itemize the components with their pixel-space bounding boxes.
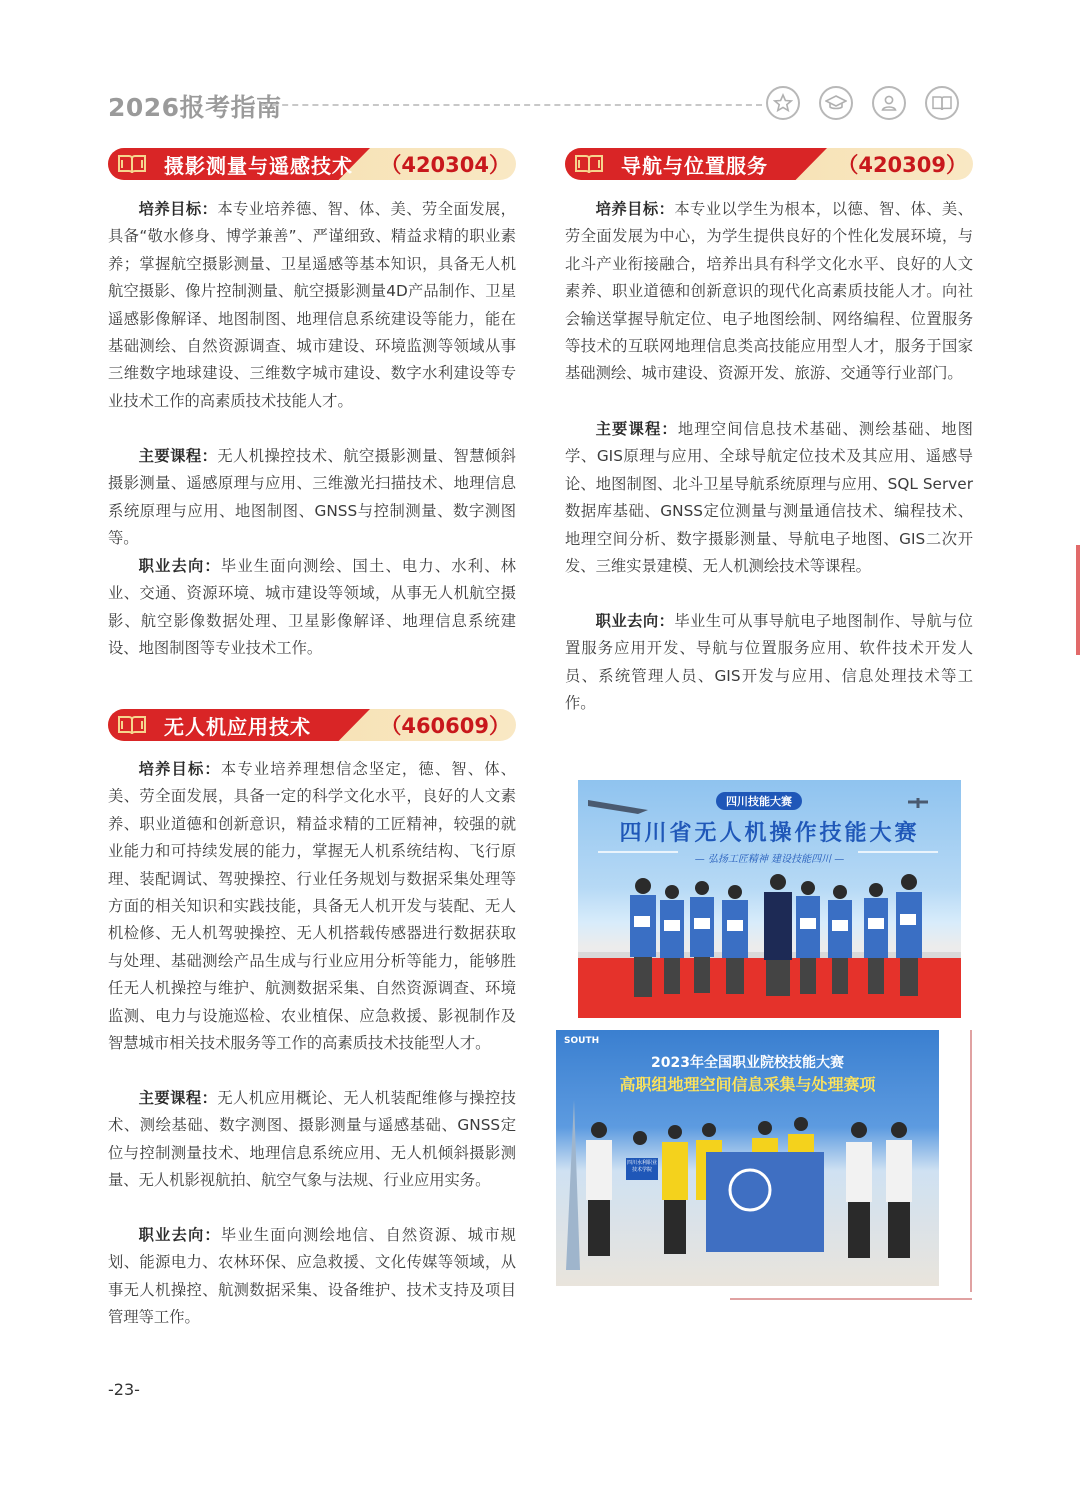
group-with-flag (556, 1030, 939, 1286)
sponsor-brand: SOUTH (564, 1036, 600, 1046)
courses-paragraph (108, 1085, 516, 1195)
guide-title: 2026报考指南 (108, 93, 282, 122)
course-label: 主要课程： (138, 447, 218, 465)
major-code: （420309） (837, 153, 967, 177)
career-paragraph (108, 553, 516, 663)
course-text: 无人机应用概论、无人机装配维修与操控技术、测绘基础、数字测图、摄影测量与遥感基础、GNSS定位与控制测量技术、地理信息系统应用、无人机倾斜摄影测量、无人机影视航拍、航空气象与法规、行业应用实务。 (108, 1089, 516, 1190)
career-text: 毕业生面向测绘地信、自然资源、城市规划、能源电力、农林环保、应急救援、文化传媒等领域，从事无人机操控、航测数据采集、设备维护、技术支持及项目管理等工作。 (108, 1226, 516, 1327)
career-text: 毕业生面向测绘、国土、电力、水利、林业、交通、资源环境、城市建设等领域，从事无人机航空摄影、航空影像数据处理、卫星影像解译、地理信息系统建设、地图制图等专业技术工作。 (108, 557, 516, 658)
goal-label: 培养目标： (138, 760, 221, 778)
career-paragraph (108, 1222, 516, 1332)
career-label: 职业去向： (595, 612, 675, 630)
book-icon (114, 148, 150, 180)
training-goal-paragraph (108, 756, 516, 1057)
page-number: -23- (108, 1380, 140, 1399)
training-goal-paragraph (565, 196, 973, 388)
group-of-people (578, 780, 961, 1018)
section-header-uav (108, 705, 516, 745)
goal-text: 本专业培养德、智、体、美、劳全面发展，具备“敬水修身、博学兼善”、严谨细致、精益求精的职业素养；掌握航空摄影测量、卫星遥感等基本知识，具备无人机航空摄影、像片控制测量、航空摄影测量4D产品制作、卫星遥感影像解译、地图制图、地理信息系统建设等能力，能在基础测绘、自然资源调查、城市建设、环境监测等领域从事三维数字地球建设、三维数字城市建设、数字水利建设等专业技术工作的高素质技术技能人才。 (108, 200, 516, 410)
banner-title: 四川省无人机操作技能大赛 (619, 821, 920, 846)
banner-subtitle: 高职组地理空间信息采集与处理赛项 (619, 1075, 876, 1094)
career-paragraph (565, 608, 973, 718)
decorative-frame-line (970, 1030, 972, 1292)
school-sign: 四川水利职业技术学院 (626, 1160, 657, 1173)
graduation-cap-icon[interactable] (819, 86, 853, 120)
career-label: 职业去向： (138, 1226, 221, 1244)
section-title: 无人机应用技术 (164, 715, 311, 739)
section-header-navigation (565, 144, 973, 184)
goal-label: 培养目标： (138, 200, 218, 218)
header-dashed-divider (262, 104, 762, 106)
competition-photo-sichuan (578, 780, 961, 1018)
section-title: 摄影测量与遥感技术 (164, 154, 353, 178)
banner-slogan: — 弘扬工匠精神 建设技能四川 — (694, 854, 845, 865)
user-icon[interactable] (872, 86, 906, 120)
decorative-frame-line (730, 1298, 972, 1300)
course-text: 地理空间信息技术基础、测绘基础、地图学、GIS原理与应用、全球导航定位技术及其应用、遥感导论、地图制图、北斗卫星导航系统原理与应用、SQL Server数据库基础、GNSS定位测量与测量通信技术、编程技术、地理空间分析、数字摄影测量、导航电子地图、GIS二次开发、三维实景建模、无人机测绘技术等课程。 (565, 420, 973, 576)
course-label: 主要课程： (138, 1089, 218, 1107)
book-icon (114, 709, 150, 741)
major-code: （460609） (380, 714, 510, 738)
goal-label: 培养目标： (595, 200, 675, 218)
course-label: 主要课程： (595, 420, 678, 438)
book-icon[interactable] (925, 86, 959, 120)
goal-text: 本专业以学生为根本，以德、智、体、美、劳全面发展为中心，为学生提供良好的个性化发展环境，与北斗产业衔接融合，培养出具有科学文化水平、良好的人文素养、职业道德和创新意识的现代化高素质技能人才。向社会输送掌握导航定位、电子地图绘制、网络编程、位置服务等技术的互联网地理信息类高技能应用型人才，服务于国家基础测绘、城市建设、资源开发、旅游、交通等行业部门。 (565, 200, 973, 383)
major-code: （420304） (380, 153, 510, 177)
career-label: 职业去向： (138, 557, 221, 575)
training-goal-paragraph (108, 196, 516, 415)
courses-paragraph (108, 443, 516, 553)
event-badge: 四川技能大赛 (716, 792, 802, 810)
star-icon[interactable] (766, 86, 800, 120)
section-header-photogrammetry (108, 144, 516, 184)
courses-paragraph (565, 416, 973, 580)
banner-title: 2023年全国职业院校技能大赛 (651, 1055, 844, 1071)
goal-text: 本专业培养理想信念坚定，德、智、体、美、劳全面发展，具备一定的科学文化水平，良好的人文素养、职业道德和创新意识，精益求精的工匠精神，较强的就业能力和可持续发展的能力，掌握无人机系统结构、飞行原理、装配调试、驾驶操控、行业任务规划与数据采集处理等方面的相关知识和实践技能，具备无人机开发与装配、无人机检修、无人机驾驶操控、无人机搭载传感器进行数据获取与处理、基础测绘产品生成与行业应用分析等能力，能够胜任无人机操控与维护、航测数据采集、自然资源调查、环境监测、电力与设施巡检、农业植保、应急救援、影视制作及智慧城市相关技术服务等工作的高素质技术技能型人才。 (108, 760, 516, 1053)
competition-photo-national (556, 1030, 939, 1286)
book-icon (571, 148, 607, 180)
course-text: 无人机操控技术、航空摄影测量、智慧倾斜摄影测量、遥感原理与应用、三维激光扫描技术、地理信息系统原理与应用、地图制图、GNSS与控制测量、数字测图等。 (108, 447, 516, 548)
career-text: 毕业生可从事导航电子地图制作、导航与位置服务应用开发、导航与位置服务应用、软件技术开发人员、系统管理人员、GIS开发与应用、信息处理技术等工作。 (565, 612, 973, 713)
section-title: 导航与位置服务 (621, 154, 768, 178)
page-edge-mark (1076, 545, 1080, 655)
